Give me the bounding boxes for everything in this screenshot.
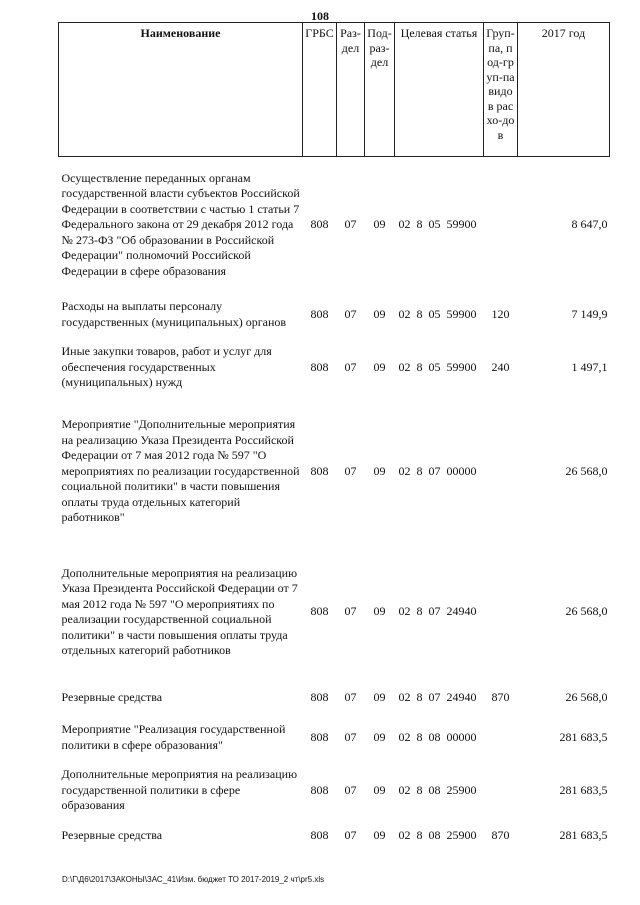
- row-grbs: 808: [310, 689, 329, 704]
- row-amount: 8 647,0: [571, 217, 608, 231]
- table-row: [59, 337, 610, 399]
- row-subsection: 09: [373, 689, 386, 704]
- row-subsection: 09: [373, 604, 386, 619]
- budget-table-container: [58, 22, 609, 850]
- row-name: Мероприятие "Реализация государственной политики в сфере образования": [61, 722, 286, 752]
- row-target: 02 8 05 59900: [398, 359, 477, 374]
- row-target: 02 8 08 00000: [398, 729, 477, 744]
- row-target: 02 8 07 24940: [398, 604, 477, 619]
- row-target: 02 8 08 25900: [398, 827, 477, 842]
- table-row: [59, 545, 610, 680]
- header-grbs: ГРБС: [303, 23, 337, 157]
- row-section: 07: [344, 827, 357, 842]
- row-section: 07: [344, 306, 357, 321]
- table-row: [59, 293, 610, 337]
- row-section: 07: [344, 729, 357, 744]
- row-grbs: 808: [310, 782, 329, 797]
- row-name: Резервные средства: [61, 827, 163, 842]
- row-section: 07: [344, 463, 357, 478]
- row-group: [484, 157, 518, 293]
- row-name: Дополнительные мероприятия на реализацию Указа Президента Российской Федерации от 7 мая 2012 года № 597 "О мероприятиях по реализации государственной социальной политики" в части повышения оплаты труда отдельных категорий работников: [61, 565, 298, 657]
- row-grbs: 808: [310, 359, 329, 374]
- row-name: Резервные средства: [61, 689, 163, 704]
- row-grbs: 808: [310, 729, 329, 744]
- row-group: [484, 545, 518, 680]
- header-subsection: Под-раз-дел: [365, 23, 395, 157]
- row-amount: 281 683,5: [559, 729, 608, 744]
- row-group: [484, 399, 518, 545]
- row-subsection: 09: [373, 217, 386, 231]
- row-group: [484, 716, 518, 760]
- row-amount: 1 497,1: [571, 359, 608, 374]
- row-grbs: 808: [310, 217, 329, 231]
- row-target: 02 8 08 25900: [398, 782, 477, 797]
- row-name: Иные закупки товаров, работ и услуг для обеспечения государственных (муниципальных) нужд: [61, 344, 272, 390]
- footer-file-path: D:\Г\Д6\2017\ЗАКОНЫ\ЗАС_41\Изм. бюджет ТО 2017-2019_2 чт\pr5.xls: [62, 875, 325, 884]
- row-group: 240: [491, 359, 510, 374]
- row-section: 07: [344, 217, 357, 231]
- row-amount: 26 568,0: [565, 604, 608, 619]
- row-amount: 26 568,0: [565, 689, 608, 704]
- table-row: [59, 716, 610, 760]
- row-grbs: 808: [310, 463, 329, 478]
- table-header-row: [59, 23, 610, 157]
- row-subsection: 09: [373, 782, 386, 797]
- row-amount: 26 568,0: [565, 463, 608, 478]
- row-subsection: 09: [373, 306, 386, 321]
- table-row: [59, 157, 610, 293]
- row-amount: 281 683,5: [559, 827, 608, 842]
- row-section: 07: [344, 782, 357, 797]
- row-name: Мероприятие "Дополнительные мероприятия на реализацию Указа Президента Российской Федерации от 7 мая 2012 года № 597 "О мероприятиях по реализации государственной социальной политики" в части повышения оплаты труда отдельных категорий работников": [61, 417, 300, 525]
- row-target: 02 8 05 59900: [398, 217, 477, 231]
- row-group: 870: [491, 827, 510, 842]
- row-name: Дополнительные мероприятия на реализацию государственной политики в сфере образования: [61, 767, 298, 813]
- row-group: [484, 760, 518, 822]
- row-subsection: 09: [373, 463, 386, 478]
- row-group: 870: [491, 689, 510, 704]
- header-name: Наименование: [59, 23, 303, 157]
- row-amount: 7 149,9: [571, 306, 608, 321]
- row-target: 02 8 07 24940: [398, 689, 477, 704]
- header-group: Груп-па, под-груп-па видов расхо-дов: [484, 23, 518, 157]
- budget-table: [58, 22, 610, 850]
- row-name: Расходы на выплаты персоналу государственных (муниципальных) органов: [61, 299, 287, 329]
- header-year: 2017 год: [518, 23, 610, 157]
- row-section: 07: [344, 689, 357, 704]
- row-grbs: 808: [310, 604, 329, 619]
- page-number: 108: [311, 9, 329, 23]
- table-row: [59, 680, 610, 716]
- row-section: 07: [344, 604, 357, 619]
- row-subsection: 09: [373, 729, 386, 744]
- row-grbs: 808: [310, 827, 329, 842]
- row-subsection: 09: [373, 827, 386, 842]
- table-row: [59, 760, 610, 822]
- row-grbs: 808: [310, 306, 329, 321]
- header-section: Раз-дел: [337, 23, 365, 157]
- row-target: 02 8 07 00000: [398, 463, 477, 478]
- row-target: 02 8 05 59900: [398, 306, 477, 321]
- header-target: Целевая статья: [395, 23, 484, 157]
- row-amount: 281 683,5: [559, 782, 608, 797]
- row-subsection: 09: [373, 359, 386, 374]
- row-group: 120: [491, 306, 510, 321]
- table-row: [59, 399, 610, 545]
- row-name: Осуществление переданных органам государственной власти субъектов Российской Федерации в соответствии с частью 1 статьи 7 Федерального закона от 29 декабря 2012 года № 273-ФЗ "Об образовании в Российской Федерации" полномочий Российской Федерации в сфере образования: [61, 170, 300, 278]
- table-row: [59, 822, 610, 850]
- row-section: 07: [344, 359, 357, 374]
